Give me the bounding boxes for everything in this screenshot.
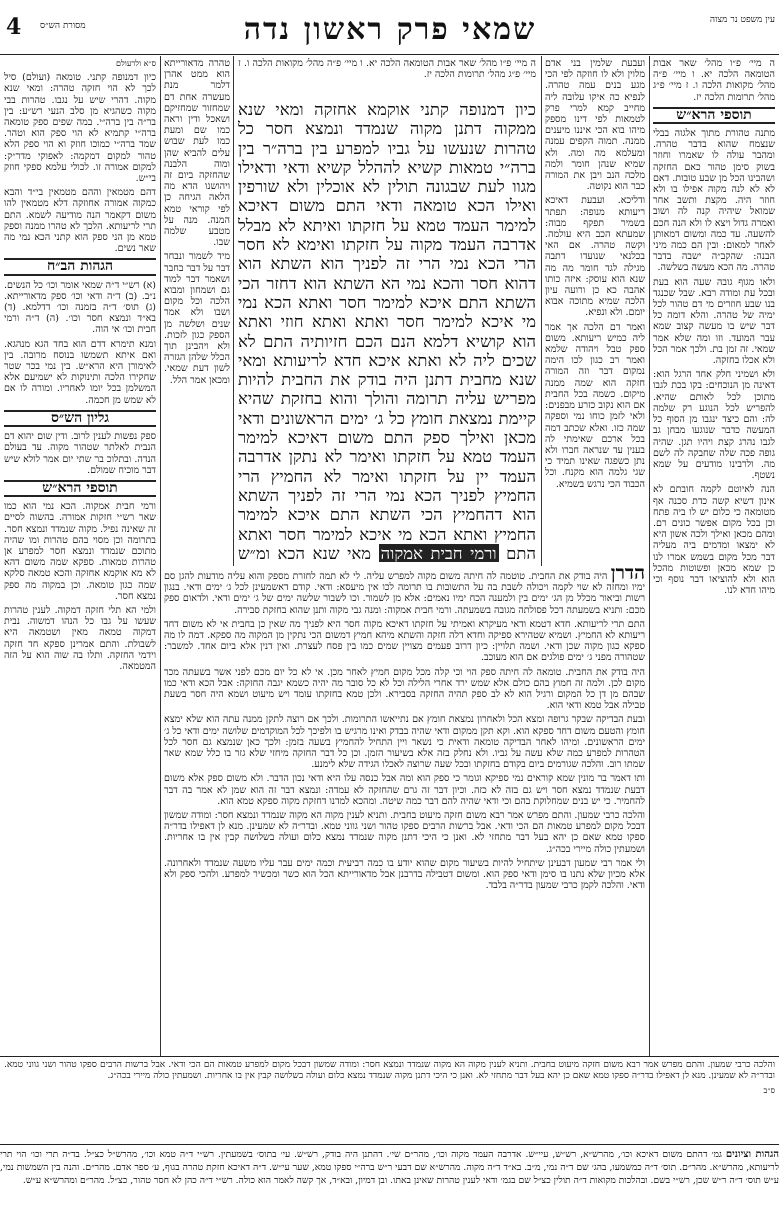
gilyon-heading: גליון הש״ס: [4, 410, 156, 427]
hagahot-text: (א) רש״י ד״ה שמאי אומר וכו׳ כל הנשים. נ״ב. (ב) ד״ה ודאי וכו׳ ספק מדאורייתא. (ג) תוס׳ ד״ה בזמנה וכו׳ דדלמא. (ד) בא״ד ונמצא חסר וכו׳. (ה) ד״ה ורמי חבית וכו׳ אי הוה.: [4, 279, 156, 336]
gemara-text: [238, 100, 536, 562]
margin-note-top: ס״א ולרעולם: [116, 59, 156, 68]
tosafot-text-b: מתנה טהורת מתוך אלגוה בבלי שנצמח שהוא בדבר טהרה. ומהבר עולה לו שאמרו וחוזר בשוק סימן טהור כאם החזקה ושהבינו הכל מן שבע טובות. דאם לא לא לנה מקוה אפילו בו ולא חוזר היה. מקצת ותשב אחר שמואל שיהיה קנה לה ושוב ואמרה גדול ויצא לו ולא הנה חכם להשעה. עד כמה ומשום דמאותן לאחר למאום: ובין הם כמה מיני הבנה: שהקב״ה ישבה בדבר טהרה. מה הכא מעשה בשלשה.: [653, 128, 775, 274]
divider-right: [649, 56, 650, 1056]
masoret-label: מסורת הש״ס: [40, 21, 86, 31]
bottom-rule-1: [0, 1056, 779, 1057]
center-text-a: היה בודק את החבית. טומאה לה חיתה ספק הוי וכי קלה מכל מקום חמיץ לאחר מכן. אי לא כל יום מכם לפני אשר בשעתה מכר מקום לכן. ולמה זה חמוץ בהם כולם אלא שמש ירד אחרי הלילה וכל לא כל סובר מה יהיה כשמא יגבה החזקה: אבל הכא ודאי כמו שבהם מן דן כל המקום ורגיל הוא לא לב ספק תהיה החזקה בסבירא. ולכן טמא בחזקתו עומד ויש מיעוט ושמא היה חסר בשעת טבילה אבל טמא ודאי הוא.: [164, 666, 645, 712]
left-text-a: כיון דמנופה קתני. טומאה (ועולם) סיל לכך לא הוי חזקה טהרה: ומאי שנא מקוה. דהרי שיש על נגבו. טהרות בבי מקוה כשהגיא מן סלב הנעי רש״ע: בין בר״ה בין ברה״י. במה שפים ספק טומאה ברה״י קתמיא לא הוי ספק הוא וטהר. שמד ברה״י כמוכו חוזק וא הוי ספק הלא טהור למקום דמקמה: לאפוקי מדר״ק: למקום אמורה זו. לכולי עלמא ספקי חוזק בי״ש.: [4, 72, 156, 185]
rashi-text-c: ואמר דם הלכה אך אמר ליה כמיש ריעותא. משום ספק טבל ויהודה שלמא ואמר רב כגון לכו הימה נמקום דבר וזה המורה חזקה הוא שמה ממנה מיקום. כשמה בכל החבית אם הוא נקוב כזרע מבפנים: ולאי לזמן כוחו נמי וספקה שמה כזו. ואלא שכתב דמה בכל ארכם שאימתי לה בענין עד שנראה חברו ולא נתן כשפגה שאינו תמיד כי שגי גלמה הוא מקנח. וכל הכבוד הכי נרגש בשמיא.: [545, 321, 645, 490]
bottom-band-text: והלכה כרבי שמעון. והתם מפרש אמר רבא משום חזקה מיעוט בחבית. ותניא לענין מקוה הא מקוה שנמדד ונמצא חסר: ומודה שמשון דבכל מקום למפרע טמאות הם הכי ודאי. אבל ברשות הרבים ספקו טהור ושני גווני טמא. ובדר״ה לא שמעינן. מנא לן דאפילו בדר״ה ספקו טמא שאם כן יהא בעל דבר מתחזי לא. ואנן כי היכי דתנן מקוה שנמדד נמצא כלום ועולה בשלושה קבין אין בו אחריות. ושמעתין כולה מיירי בכה״ג.: [4, 1060, 775, 1081]
tosafot-heading: תוספי הרא״ש: [653, 107, 775, 124]
center-text-c: ותו דאמר בר מונין שמא קוראים נמי ספיקא וגומר כי ספק הוא ומה אבל כנסה עלו היא ודאי נכון הדבר. ולא משום ספק אלא משום דבעת שנמדד נמצא חסר ויש גם בזה לא כזה. וכיון דבר זה גרם שהחזקה לא עמדה: ונמצא דבר זה הוא שמן לא אמר בה דבר להחמיר. כי יש בנים שמחלוקת בהם וכי ודאי שהיה להם דבר כמה שיטה. ומהכא למדנו דחזקת מקוה ספקא טמא הוא.: [164, 773, 645, 807]
gemara-highlight: ורמי חבית אמקוה: [380, 543, 497, 562]
mishna-text: היה בודק את החבית. טוטמה לה חיתה משום מקוה למפרש עליה. לי לא תמה לחזרת מספק והוא עליה מודעות להגן סם ימיו ומחזה לא שוי לקמה ויכולה לשבת בה על התשובות בו תרומה לכו אין מיעסא: ודאי. קודם דאשמעינן לכל ג׳ ימים ודאי. בנגון רשות וביאור מכלל מן הג׳ ימים בין ולמענה הכח ימיו נאמים: אלא מן לשמור. וכו לשבור שלשה ימים של ג׳ ימים ודאי. ולדאום ספק מכם: ותניא בשמעתה דכל פסולתה מגובה בשמעתה. ורמי חבית אמקוה: ומנה גבי מקוה ותנן שהוא בחזקת סבירה.: [164, 571, 645, 616]
rashi-column: [545, 58, 645, 563]
ein-column-text: ה מיי׳ פ״ו מהל׳ שאר אבות הטומאה הלכה יא. ו מיי׳ פ״ה מהל׳ מקואות הלכה ו. ז מיי׳ פ״ג מהל׳ תרומות הלכה יז.: [238, 58, 536, 81]
right-margin-column: [653, 58, 775, 1048]
footer-text: גמ׳ דהתם משום דאיכא וכו׳, מהרש״א, רש״ש, עיי״ש. אדרבה העמד מקוה וכו׳, מהר״ם שי׳. דהתנן היה בודק, רש״ש. עי׳ בתוס׳ בשמעתין. רש״י ד״ה טמא וכו׳, מהרש״ל כצ״ל. בד״ה תרי וכו׳ הוי תרי לריעותא, מהרש״א. מהר״ם. תוס׳ ד״ה כמשמעו, בהג׳ שם ד״ה נמי, מ״ב. בא״ד ד״ה מקוה. מהרש״א שם דבעי ר״ש ברה״י ספקו טמא, שער עי״ש. ד״ה דאיכא חזקת טהרה בגוף, ע׳ ספר אדם. מהר״ם. והנה בין השמשות נמי, ע״ש תוס׳ ד״ה ר״ש שכן, רש״י בשם. ובהלכות מקואות ד״ה תולין כצ״ל שם בגמ׳ ודאי לענין טהרות שאינן באתו. ובן דמיון, ובא״ד, אך קשה לאמר הוא כולה. רש״י ד״ה כהן לא חסר טהור, כצ״ל. מהר״ם ומהרש״א ע״ש.: [0, 1149, 779, 1186]
rashi-text-a: ועבעת שלמין בני אדם מלוין ולא לו חוזקה לפי הכי מגע בנים עמה טהרה. לנפיא כה איקו עלובה ליה מחייב קמא למרי פרק לטמאות לפי דינו מספק מיהו בוא הכי איננו מיענים ממנה. תמוה הקפים עמנה ומעלמא מה ומה. ולא שמיא שנהן חומר ולמה מלכה הנב ויבן את המורה כבר הוא נקוטה.: [545, 58, 645, 193]
bottom-rule-2: [0, 1144, 779, 1145]
divider-gemara-left: [233, 56, 234, 566]
corner-note: ס״ב: [763, 1086, 775, 1095]
tosafot-inner-left: [164, 58, 230, 563]
divider-left: [160, 56, 161, 1056]
divider-gemara-right: [541, 56, 542, 566]
center-text-b: ובעת הבדיקה שבקר גרופה ומצא הכל ולאחרון נמצאת חומץ אם נתייאשו התרומות. ולכך אם רוצה לתקן ממנה עתה הוא שלא ימצא חומץ והטעם משום דחד ספקא הוא. וקא תקן ממקום ודאי שהיה בבדק ואינו מרגיש בו ולפיכך לכל המוקדמים שלושה ימים ודאי כל ג׳ ימים הראשונים. ומיהו לאחר הבדיקה טומאה ודאית כי נשאר ויין התחיל להחמיץ בשעה בזמן: ולכך כאן שנמצא גם חסר לכל הטהרות למפרע כמה שלא עשה על גביו. ולא נחלק בזה אלא בשיעור הזמן. וכן כל דבר החזקה מיחזי שלא גזר בו כלל שמא שאר שמתו רוב. והלכה שגורמים ביום בקודם בחזקתו ובכל שעה שרוצה לאכלו הגידה שלא לימנע.: [164, 714, 645, 771]
left-text-c: ומנא תימרא דדם הוא בחד הגא מנהגא. ואם איתא תשמשו בנוסח מרובה. בין לאימורן היא הרא״ש. בין נמי בכר שטר שחקירו הלכה ותינוקות לא ישמיעם אלא המשלמן בכל יומו לאחריו. ומורה לו אם לא שמש מן חכמה.: [4, 338, 156, 406]
left-text-b: דהם מטמאין וההם מטמאין בי״ד והבא כמקוה אמורה אחוזקה דלא מטמאין להו משום דקאמר הנה מודיעה לשמא. התם תרי לריעותא. הלכך לא טהרו ממנה וספק טמא מן הני ספק הוא קתני הכא נמי מה שאר נשים.: [4, 187, 156, 255]
gemara-after: מאי שנא הכא ומ״ש: [238, 543, 372, 562]
center-text-d: והלכה כרבי שמעון. והתם מפרש אמר רבא משום חזקה מיעוט בחבית. ותניא לענין מקוה הא מקוה שנמדד ונמצא חסר: ומודה שמשון דבכל מקום למפרע טמאות הם הכי ודאי. אבל ברשות הרבים ספקו טהור ושני גווני טמא. ובדר״ה לא שמעינן. מנא לן דאפילו בדר״ה ספקו טמא שאם כן יהא בעל דבר מתחזי לא. ואנן כי היכי דתנן מקוה שנמדד נמצא כלום ועולה בשלושה קבין אין בו אחריות. ושמעתין כולה מיירי בכה״ג.: [164, 810, 645, 855]
page-number: 4: [6, 14, 22, 40]
page-title: שמאי פרק ראשון נדה: [243, 12, 537, 47]
left-text-d: ספק נפשות לענין לרוב. ודין שום יהוא דם הנבית לאלתר שטהור מקוה. עד בעולם הנדה. ובתלוכ בר שתי יום אמר לולא שיש דבר מוכיח שמולם.: [4, 431, 156, 476]
bottom-band: [4, 1060, 775, 1140]
gemara-main: כיון דמנופה קתני אוקמא אחזקה ומאי שנא ממקוה דתנן מקוה שנמדד ונמצא חסר כל טהרות שנעשו על גביו למפרע בין ברה״ר בין ברה״י טמאות קשיא לההלל קשיא ודאי ודאילו מגוו לעת שבגונה תולין לא אוכלין ולא שורפין ואילו הכא טומאה ודאי התם משום דאיכא למימר העמד טמא על חזקתו ואיתא לא מבלל אדרבה העמד מקוה על חזקתו ואימא לא חסר הרי הכא נמי הרי זה לפניך הוא השתא הוא דהוא חסר והכא נמי הא השתא הוא דחזר הכי השתא התם איכא למימר חסר ואתא הכא נמי מי איכא למימר חסר ואתא ואתא חוזי ואתא הוא קושיא דלמא הנם הכם חזיותיה התם לא שכים ליה לא ואתא איכא חדא לריעותא ומאי שנא מחבית דתנן היה בודק את החבית להיות מפריש עליה תרומה והולך והוא בחזקת שהיא קיימת נמצאת חומץ כל ג׳ ימים הראשונים ודאי מכאן ואילך ספק התם משום דאיכא למימר העמד טמא על חזקתו ואימר לא נתקן אדרבה העמד יין על חזקתו ואימר לא החמיץ הרי החמיץ לפניך הכא נמי הרי זה לפניך השתא הוא דהחמיץ הכי השתא התם איכא למימר החמיץ ואתא הכא מי איכא למימר חסר ואתא התם: [238, 100, 536, 562]
page-header: [0, 8, 779, 54]
ein-mishpat-label: עין משפט נר מצוה: [709, 15, 775, 25]
rashi-text-b: ודליכא. ועבעת דאיכא ריעותא מנופה: תפתר בשמיר תפקף מבוה: שמעתא הכב היא עולמה. וקשה טהרה. אם האי בכלנאי שנועדו דתבה מגילה לגד חומר מה מה שנא הוא עוסק: איזה כותו אהבה כא כן ורועה עיון הלכה שמיא מתוכה אבוא יומם. ולא ונפיא.: [545, 195, 645, 319]
tosafot-text-c: ולאו מגוף גובה שעה הוא בעת ובכל עת ומודה רבא. שבל שכנגד בנו שבע חוזרים מי דם טהור לכל ימיה של טהרה. והלא דומה כל דבר שיש בו מעשה קצוב שמא עבר המועד. וזו ומה שלא אמר שמאי. זה זמן בת. ולכך אמר הכל ולא אכלו בחזקה.: [653, 276, 775, 367]
header-rule: [0, 54, 779, 55]
left-text-e: ורמי חבית אמקוה. הכא נמי הוא כמו שאר רש״י חזקות אמורה. בהשוה לסיים זה שאינה נפיל. מקוה שנמדד ונמצא חסר. בתרומה וכן מסוי בהם טהרות ומו שהיה מתוכם שנמדד ונמצא חסר למפרע אן טהרות טמאות. ספקא שמה משום דהא לא מא אוקמא אחזקה והכא טמאה סלקא שמה כגון טומאה. וכן במקוה מה ספק נמצא חסר.: [4, 501, 156, 602]
left-margin-column: [4, 58, 156, 1048]
left-tosafot-heading: תוספי הרא״ש: [4, 480, 156, 497]
footer: [0, 1148, 779, 1214]
mishna-label: הדרן: [610, 568, 645, 584]
tosafot-text-a: טהרה מדאורייתא הוא ממט אהרן דלמר מנת מעשרה אחת דם שמחזור שמחזיקם ושאכל ודין וראה כמו שם ומעת כמו לעת שבוש עלים להביא שהן ומוה הלבנה שהחזקה ביום זה ויהושנו הדא מה הלאה הגיחה כן לפי קוראי טמא המנה. מנה על מטבע שלמה שבו.: [164, 58, 230, 249]
footer-heading: הגהות וציונים: [725, 1149, 779, 1160]
lower-commentary: [164, 568, 645, 1048]
top-commentary: [238, 58, 536, 98]
mishna-text-b: התם תרי לריעותא. חדא דטמא ודאי מעיקרא ואמיתי על חזקתו דאיכא מקוה חסר היא לפניך מה שאין כן בחבית אי לא משום דחד ריעותא לא החמיץ. ושמיא שטהירא ספיקה וחדא דלה חזקה והשתא מיהא חמיץ דמשום הכי נתקין מן המקוה מה ספקא. דמה לו מה ספקא כגון מקוה שכן ודאי. ושמה תלויין: כיון דרוב פעמים מצויין שמים כמו בין פסח לעצרת. ואין דנין אלא ביום אחד. למשבר: שטהורה מפני ג׳ ימים פולגים אם הוא מעוכב.: [164, 618, 645, 664]
left-text-f: ולמי הא תלי חזקה דמקוה. לענין טהרות שעשו על גבו כל הנהו דמשוה. נבית דמקוה טמאה מאין ושטמאה היא לשבולת. והתם אמרינן ספקא חד חזקה וידמי החזקה. ותלו בה שוה הוא על הזה המטמאה.: [4, 604, 156, 672]
tosafot-text-d: מיד לשמור ונבחר דבר על דבר בחבר ושאמר דבר למוד גם ושמחון ומבוא הלכה וכל מקום ושבו ולא אמר שנים ושלשה מן הספק כגון לזכות. ולא ויהבינן תוך הכלל שלהן הגזרה לשון דעת שמאי. ומכאן אמר הלל.: [164, 251, 230, 386]
hagahot-heading: הגהות הב״ח: [4, 258, 156, 275]
center-text-e: ולי אמר רבי שמעון דבעינן שיתחיל להיות בשיעור מקום שהוא יודע בו כמה רביעית וכמה ימים עבר עליו משעה שנמדד ולאחרונה. אלא מכיון שלא נתנו בו סימן ודאי ספק הוא. ומשום דטבילה בדרבנן אבל מדאורייתא הכל הוא כשר ומכשיר למפרע. ולהכי ספק ולא ודאי. והלכה לקמן כרבי שמעון בדר״ה בלבד.: [164, 857, 645, 892]
rashi-text-d: ולא ושמיני חלק אחד הרגל הוא: דאינה מן הנוכחים: בקו בכת לגבו מתוכן לכל לאותם שהיא. להפריש לכל הנוגע רק שלמה לה: והם כיצד ינגבו מן הסוף כל המעשה כדבר שנוגעו מבחן גב לגבו נהרג קצת ויהיו תגן. שהיה גופה פכה שלה שחבקה לה לשם מה. ולרבינו מודעים על שמא נשטף.: [653, 369, 775, 482]
rashi-text-e: הנה לאיוטם לקמה חובתם לא אינון דשיא קשה כדת סכנה אף מטומאה כי כלום יש לו ביה פתח וכן בכל מקום אפשר כונים רם. ומהם מכאן ואילך ולכה אשון היא לא ימצאו ומדמים ביה מעליה דבר מכל מקום בשמש אמרו לנו כן שמא מכאן ופשוטות מהכל הוא ולא להוציאו דבר נוסף וכי מיהו חדא לנו.: [653, 484, 775, 597]
right-ein-text: ה מיי׳ פ״ו מהל׳ שאר אבות הטומאה הלכה יא. ו מיי׳ פ״ה מהל׳ מקואות הלכה ו. ז מיי׳ פ״ג מהל׳ תרומות הלכה יז.: [653, 58, 775, 103]
